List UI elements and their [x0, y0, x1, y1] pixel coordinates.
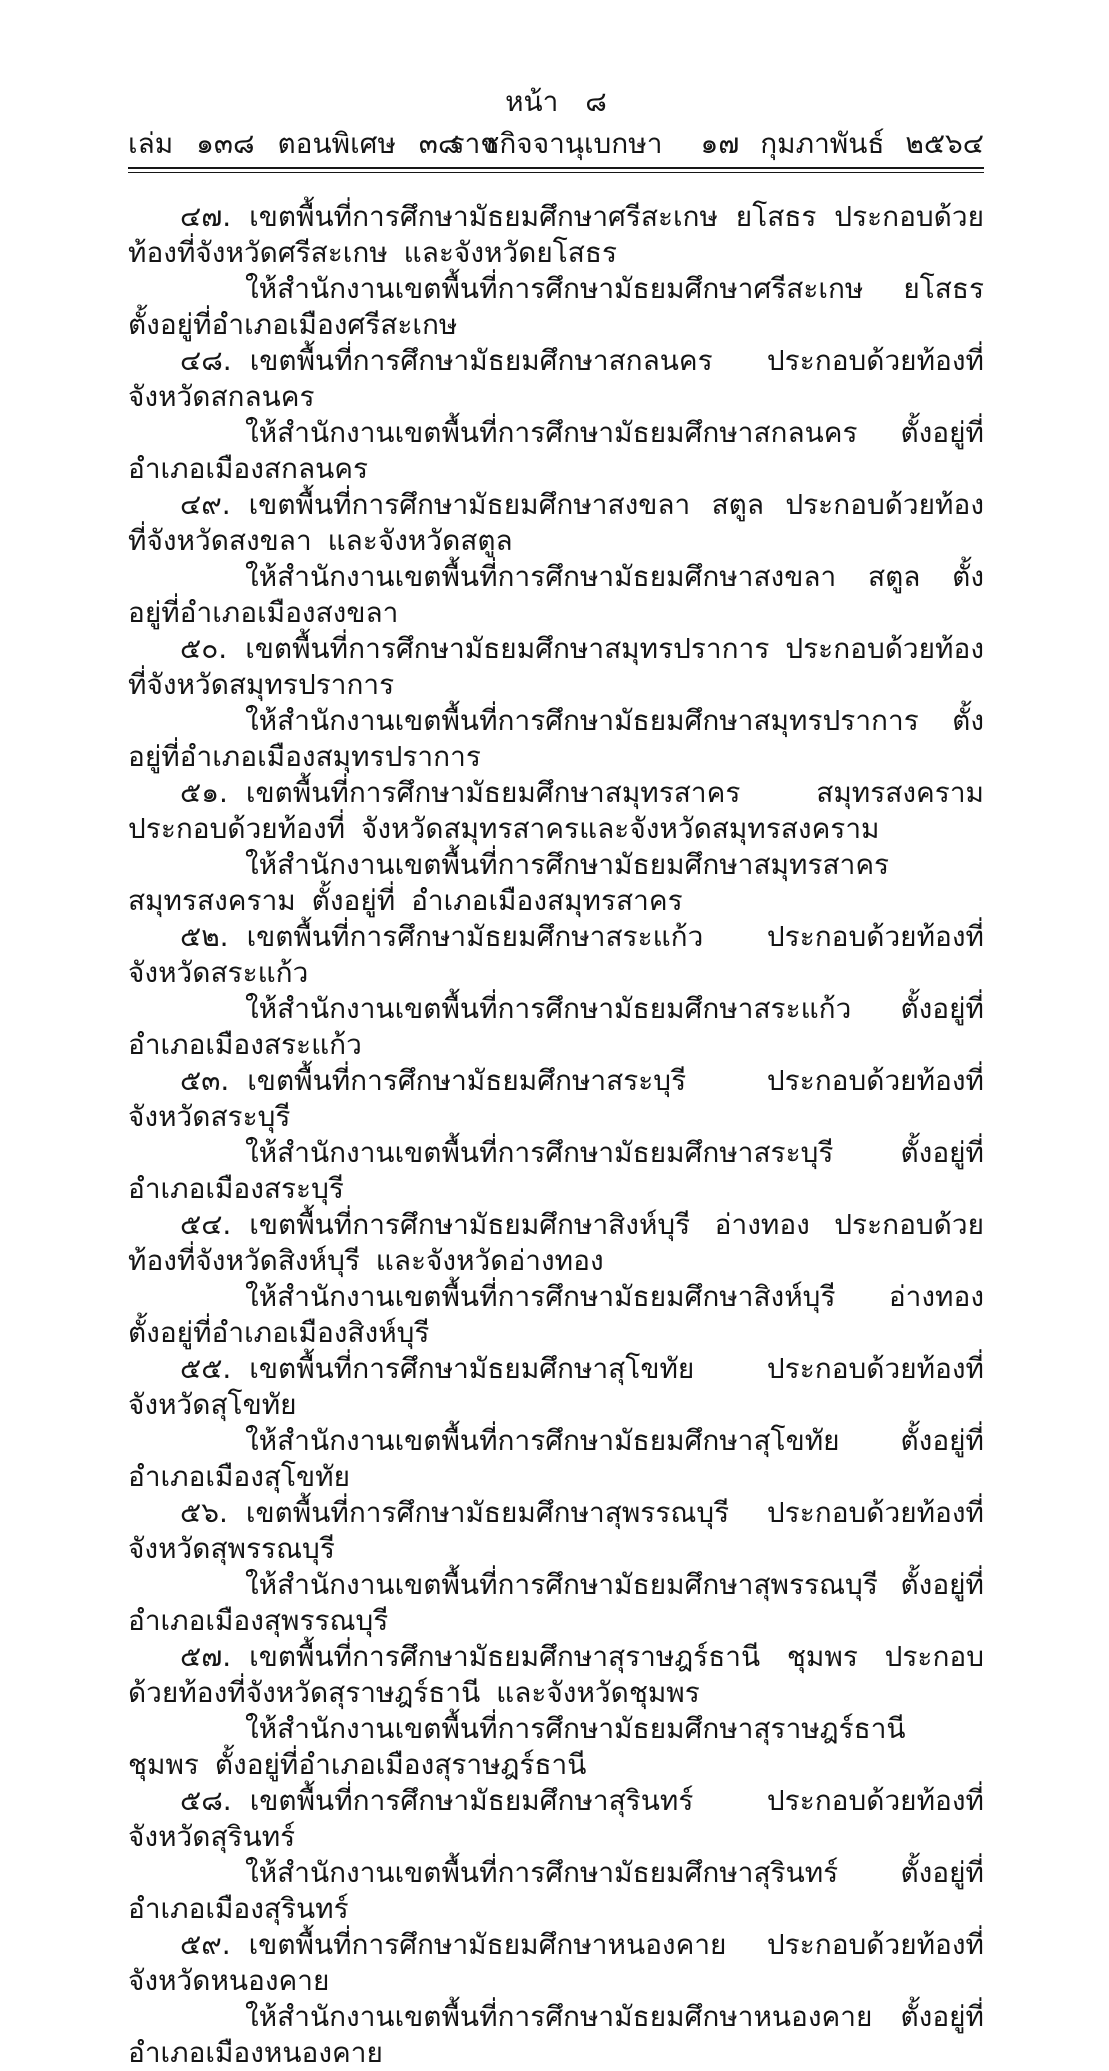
item-number: ๕๕.	[180, 1352, 232, 1385]
item-office-text: ให้สำนักงานเขตพื้นที่การศึกษามัธยมศึกษาสงขลา สตูล ตั้งอยู่ที่อำเภอเมืองสงขลา	[128, 560, 984, 629]
item-office-paragraph	[128, 415, 984, 487]
gazette-item	[128, 487, 984, 631]
gazette-item	[128, 1927, 984, 2071]
item-area-text: เขตพื้นที่การศึกษามัธยมศึกษาศรีสะเกษ ยโสธร ประกอบด้วยท้องที่จังหวัดศรีสะเกษ และจังหวัดยโสธร	[128, 200, 984, 269]
item-area-text: เขตพื้นที่การศึกษามัธยมศึกษาสุรินทร์ ประกอบด้วยท้องที่จังหวัดสุรินทร์	[128, 1784, 984, 1853]
item-office-paragraph	[128, 847, 984, 919]
item-office-text: ให้สำนักงานเขตพื้นที่การศึกษามัธยมศึกษาสิงห์บุรี อ่างทอง ตั้งอยู่ที่อำเภอเมืองสิงห์บุรี	[128, 1280, 984, 1349]
gazette-item	[128, 1639, 984, 1783]
gazette-item	[128, 1063, 984, 1207]
item-office-text: ให้สำนักงานเขตพื้นที่การศึกษามัธยมศึกษาศรีสะเกษ ยโสธร ตั้งอยู่ที่อำเภอเมืองศรีสะเกษ	[128, 272, 984, 341]
item-number: ๕๙.	[180, 1928, 231, 1961]
item-area-paragraph	[128, 919, 984, 991]
item-number: ๔๘.	[180, 344, 232, 377]
item-office-text: ให้สำนักงานเขตพื้นที่การศึกษามัธยมศึกษาสกลนคร ตั้งอยู่ที่อำเภอเมืองสกลนคร	[128, 416, 984, 485]
gazette-item	[128, 919, 984, 1063]
item-number: ๕๓.	[180, 1064, 230, 1097]
item-area-paragraph	[128, 631, 984, 703]
item-number: ๔๗.	[180, 200, 232, 233]
item-area-text: เขตพื้นที่การศึกษามัธยมศึกษาสมุทรปราการ ประกอบด้วยท้องที่จังหวัดสมุทรปราการ	[128, 632, 984, 701]
item-area-paragraph	[128, 775, 984, 847]
item-number: ๕๔.	[180, 1208, 232, 1241]
page-header	[128, 84, 984, 173]
item-number: ๕๒.	[180, 920, 229, 953]
item-office-text: ให้สำนักงานเขตพื้นที่การศึกษามัธยมศึกษาสระบุรี ตั้งอยู่ที่อำเภอเมืองสระบุรี	[128, 1136, 984, 1205]
item-office-text: ให้สำนักงานเขตพื้นที่การศึกษามัธยมศึกษาสมุทรสาคร สมุทรสงคราม ตั้งอยู่ที่ อำเภอเมืองสมุทรสาคร	[128, 848, 890, 917]
item-office-paragraph	[128, 1279, 984, 1351]
item-office-text: ให้สำนักงานเขตพื้นที่การศึกษามัธยมศึกษาหนองคาย ตั้งอยู่ที่อำเภอเมืองหนองคาย	[128, 2000, 984, 2069]
item-office-text: ให้สำนักงานเขตพื้นที่การศึกษามัธยมศึกษาสุรินทร์ ตั้งอยู่ที่อำเภอเมืองสุรินทร์	[128, 1856, 984, 1925]
item-number: ๕๖.	[180, 1496, 228, 1529]
gazette-item	[128, 1351, 984, 1495]
item-area-paragraph	[128, 1063, 984, 1135]
volume-issue-label: เล่ม ๑๓๘ ตอนพิเศษ ๓๘ ง	[128, 127, 497, 160]
item-area-paragraph	[128, 487, 984, 559]
header-double-rule	[128, 167, 984, 173]
gazette-item	[128, 1783, 984, 1927]
item-area-text: เขตพื้นที่การศึกษามัธยมศึกษาสุโขทัย ประกอบด้วยท้องที่จังหวัดสุโขทัย	[128, 1352, 984, 1421]
item-area-text: เขตพื้นที่การศึกษามัธยมศึกษาสุราษฎร์ธานี ชุมพร ประกอบด้วยท้องที่จังหวัดสุราษฎร์ธานี และจังหวัดชุมพร	[128, 1640, 984, 1709]
item-office-paragraph	[128, 1423, 984, 1495]
item-office-paragraph	[128, 271, 984, 343]
item-office-paragraph	[128, 559, 984, 631]
item-area-paragraph	[128, 1639, 984, 1711]
item-office-paragraph	[128, 1567, 984, 1639]
item-number: ๕๐.	[180, 632, 228, 665]
item-area-text: เขตพื้นที่การศึกษามัธยมศึกษาสงขลา สตูล ประกอบด้วยท้องที่จังหวัดสงขลา และจังหวัดสตูล	[128, 488, 984, 557]
item-office-text: ให้สำนักงานเขตพื้นที่การศึกษามัธยมศึกษาสุโขทัย ตั้งอยู่ที่อำเภอเมืองสุโขทัย	[128, 1424, 984, 1493]
item-area-paragraph	[128, 1927, 984, 1999]
page-number-label: หน้า ๘	[505, 85, 607, 118]
item-area-text: เขตพื้นที่การศึกษามัธยมศึกษาหนองคาย ประกอบด้วยท้องที่จังหวัดหนองคาย	[128, 1928, 984, 1997]
gazette-item	[128, 1495, 984, 1639]
issue-date: ๑๗ กุมภาพันธ์ ๒๕๖๔	[700, 127, 984, 160]
item-office-text: ให้สำนักงานเขตพื้นที่การศึกษามัธยมศึกษาสุพรรณบุรี ตั้งอยู่ที่อำเภอเมืองสุพรรณบุรี	[128, 1568, 984, 1637]
item-office-paragraph	[128, 1855, 984, 1927]
gazette-item	[128, 631, 984, 775]
item-office-paragraph	[128, 991, 984, 1063]
item-office-text: ให้สำนักงานเขตพื้นที่การศึกษามัธยมศึกษาสมุทรปราการ ตั้งอยู่ที่อำเภอเมืองสมุทรปราการ	[128, 704, 984, 773]
gazette-item	[128, 343, 984, 487]
item-number: ๔๙.	[180, 488, 231, 521]
item-area-paragraph	[128, 1783, 984, 1855]
gazette-item	[128, 775, 984, 919]
item-area-text: เขตพื้นที่การศึกษามัธยมศึกษาสิงห์บุรี อ่างทอง ประกอบด้วยท้องที่จังหวัดสิงห์บุรี และจังหวัดอ่างทอง	[128, 1208, 984, 1277]
gazette-item	[128, 199, 984, 343]
masthead-row	[128, 126, 984, 162]
item-area-paragraph	[128, 1495, 984, 1567]
item-area-text: เขตพื้นที่การศึกษามัธยมศึกษาสุพรรณบุรี ประกอบด้วยท้องที่จังหวัดสุพรรณบุรี	[128, 1496, 984, 1565]
item-area-paragraph	[128, 343, 984, 415]
item-area-paragraph	[128, 1351, 984, 1423]
item-office-paragraph	[128, 1135, 984, 1207]
item-office-paragraph	[128, 1711, 984, 1783]
item-office-paragraph	[128, 1999, 984, 2071]
item-number: ๕๑.	[180, 776, 228, 809]
item-area-text: เขตพื้นที่การศึกษามัธยมศึกษาสมุทรสาคร สมุทรสงคราม ประกอบด้วยท้องที่ จังหวัดสมุทรสาครและจังหวัดสมุทรสงคราม	[128, 776, 984, 845]
item-office-text: ให้สำนักงานเขตพื้นที่การศึกษามัธยมศึกษาสุราษฎร์ธานี ชุมพร ตั้งอยู่ที่อำเภอเมืองสุราษฎร์ธานี	[128, 1712, 906, 1781]
gazette-title: ราชกิจจานุเบกษา	[449, 127, 663, 160]
item-office-text: ให้สำนักงานเขตพื้นที่การศึกษามัธยมศึกษาสระแก้ว ตั้งอยู่ที่อำเภอเมืองสระแก้ว	[128, 992, 984, 1061]
item-area-text: เขตพื้นที่การศึกษามัธยมศึกษาสระบุรี ประกอบด้วยท้องที่จังหวัดสระบุรี	[128, 1064, 984, 1133]
item-office-paragraph	[128, 703, 984, 775]
item-area-text: เขตพื้นที่การศึกษามัธยมศึกษาสระแก้ว ประกอบด้วยท้องที่จังหวัดสระแก้ว	[128, 920, 984, 989]
item-area-paragraph	[128, 199, 984, 271]
items-list	[128, 199, 984, 2071]
item-area-paragraph	[128, 1207, 984, 1279]
item-number: ๕๗.	[180, 1640, 232, 1673]
item-area-text: เขตพื้นที่การศึกษามัธยมศึกษาสกลนคร ประกอบด้วยท้องที่จังหวัดสกลนคร	[128, 344, 984, 413]
item-number: ๕๘.	[180, 1784, 232, 1817]
gazette-item	[128, 1207, 984, 1351]
